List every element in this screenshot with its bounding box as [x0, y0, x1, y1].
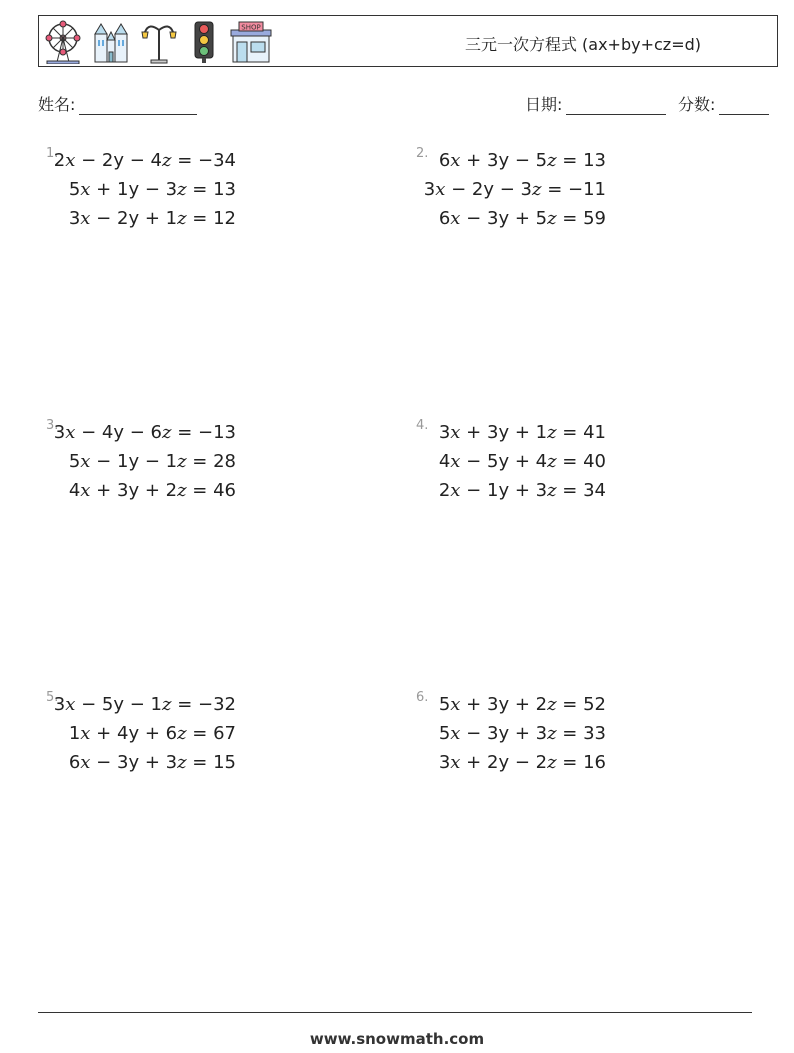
- equation-term: y: [498, 208, 510, 229]
- header-icons: [43, 20, 273, 64]
- equation-term: 3: [520, 179, 532, 200]
- equation-term: y: [498, 752, 510, 773]
- equation: [416, 690, 606, 719]
- equation-term: 3: [535, 480, 548, 501]
- name-field: [38, 92, 197, 115]
- equation-term: = 41: [556, 422, 606, 443]
- equation-term: 5: [535, 208, 548, 229]
- equation-term: −: [460, 723, 487, 744]
- variable: z: [162, 150, 172, 171]
- equation-term: 3: [438, 752, 451, 773]
- equation-term: 1: [116, 451, 129, 472]
- equation-term: −: [139, 451, 166, 472]
- equation-term: 5: [486, 451, 499, 472]
- ferris-wheel-icon: [43, 20, 83, 64]
- equation-term: 1: [116, 179, 129, 200]
- variable: z: [177, 752, 187, 773]
- equation-term: −: [509, 752, 536, 773]
- equation-term: = 33: [556, 723, 606, 744]
- equation-term: +: [90, 723, 117, 744]
- equation-term: 2: [53, 150, 66, 171]
- equation-term: 2: [165, 480, 178, 501]
- equation-term: +: [139, 723, 166, 744]
- equation-term: 1: [535, 422, 548, 443]
- equation-term: +: [90, 179, 117, 200]
- equation-term: 3: [486, 723, 499, 744]
- variable: x: [450, 208, 461, 229]
- problem-2: [416, 146, 776, 246]
- equation-term: 5: [535, 150, 548, 171]
- equation-term: 2: [486, 752, 499, 773]
- equation-term: 3: [486, 422, 499, 443]
- equation-term: −: [124, 422, 151, 443]
- problem-number: 4.: [416, 418, 429, 433]
- equation-term: y: [498, 694, 510, 715]
- variable: z: [547, 723, 557, 744]
- worksheet-title: 三元一次方程式 (ax+by+cz=d): [464, 35, 701, 54]
- equation: [416, 748, 606, 777]
- name-label: 姓名:: [38, 95, 76, 114]
- problem-number: 3.: [46, 418, 59, 433]
- equation-term: = 12: [186, 208, 236, 229]
- equation: [416, 418, 606, 447]
- equation-term: 6: [150, 422, 162, 443]
- equation-term: 4: [535, 451, 548, 472]
- variable: z: [177, 451, 187, 472]
- traffic-light-icon: [187, 20, 221, 64]
- equation-term: 1: [165, 451, 178, 472]
- equation-term: 6: [438, 208, 451, 229]
- equation-term: y: [128, 480, 140, 501]
- equation-term: 6: [165, 723, 178, 744]
- variable: z: [547, 208, 557, 229]
- equation-term: +: [90, 480, 117, 501]
- name-blank[interactable]: [79, 100, 197, 115]
- problem-3: [46, 418, 406, 518]
- equation-term: +: [460, 422, 487, 443]
- equation-term: +: [139, 208, 166, 229]
- problem-1: [46, 146, 406, 246]
- equation-term: = −13: [171, 422, 236, 443]
- equation-term: 3: [165, 752, 178, 773]
- equation-term: 2: [101, 150, 114, 171]
- variable: x: [65, 150, 76, 171]
- equation-term: = 34: [556, 480, 606, 501]
- footer-url: www.snowmath.com: [309, 1030, 485, 1048]
- equation-term: y: [113, 150, 125, 171]
- equation-term: 2: [535, 694, 548, 715]
- equation-term: 1: [68, 723, 81, 744]
- problem-number: 6.: [416, 690, 429, 705]
- variable: z: [547, 422, 557, 443]
- score-blank[interactable]: [719, 100, 769, 115]
- church-icon: [91, 20, 131, 64]
- footer-divider: [38, 1012, 752, 1013]
- equation-term: = −32: [171, 694, 236, 715]
- equation-term: 3: [535, 723, 548, 744]
- equation-term: +: [460, 752, 487, 773]
- equation-term: +: [460, 150, 487, 171]
- variable: z: [547, 752, 557, 773]
- equation-term: −: [460, 451, 487, 472]
- equation-term: y: [128, 752, 140, 773]
- equation: [46, 447, 236, 476]
- equation-term: 1: [165, 208, 178, 229]
- variable: x: [80, 451, 91, 472]
- equation: [416, 447, 606, 476]
- variable: x: [80, 752, 91, 773]
- equation: [416, 175, 606, 204]
- equation-term: 3: [53, 694, 66, 715]
- equation-term: 5: [68, 451, 81, 472]
- variable: z: [177, 179, 187, 200]
- equation: [416, 204, 606, 233]
- equation: [46, 146, 236, 175]
- equation-term: 4: [116, 723, 129, 744]
- equation-term: −: [124, 694, 151, 715]
- equation-term: 2: [438, 480, 451, 501]
- equation-term: −: [124, 150, 151, 171]
- equation-term: y: [113, 694, 125, 715]
- equation-term: = 13: [556, 150, 606, 171]
- equation-term: 5: [101, 694, 114, 715]
- equation: [46, 418, 236, 447]
- equation-term: 6: [438, 150, 451, 171]
- equation-term: y: [498, 451, 510, 472]
- equation-term: = −11: [541, 179, 606, 200]
- variable: x: [80, 179, 91, 200]
- worksheet-header: [38, 15, 778, 67]
- equation-term: −: [460, 480, 487, 501]
- equation-term: 4: [68, 480, 81, 501]
- date-blank[interactable]: [566, 100, 666, 115]
- equation-term: = −34: [171, 150, 236, 171]
- variable: z: [162, 694, 172, 715]
- equation-term: 4: [150, 150, 162, 171]
- equation-term: = 52: [556, 694, 606, 715]
- equation-term: −: [445, 179, 472, 200]
- variable: x: [80, 208, 91, 229]
- equation-term: = 28: [186, 451, 236, 472]
- equation-term: 2: [471, 179, 484, 200]
- variable: x: [450, 752, 461, 773]
- variable: x: [65, 422, 76, 443]
- equation-term: y: [498, 480, 510, 501]
- equation-term: 3: [165, 179, 178, 200]
- equation-term: 1: [486, 480, 499, 501]
- equation-term: +: [139, 480, 166, 501]
- date-field: [525, 92, 666, 115]
- equation-term: = 46: [186, 480, 236, 501]
- equation: [416, 476, 606, 505]
- equation-term: +: [509, 451, 536, 472]
- variable: x: [450, 150, 461, 171]
- equation-term: 3: [53, 422, 66, 443]
- equation-term: +: [460, 694, 487, 715]
- equation-term: y: [498, 150, 510, 171]
- equation-term: y: [128, 723, 140, 744]
- variable: x: [80, 480, 91, 501]
- problem-number: 2.: [416, 146, 429, 161]
- problem-5: [46, 690, 406, 790]
- equation: [46, 204, 236, 233]
- equation-term: 5: [438, 723, 451, 744]
- equation-term: = 59: [556, 208, 606, 229]
- equation: [46, 690, 236, 719]
- problem-number: 1.: [46, 146, 59, 161]
- variable: z: [547, 451, 557, 472]
- equation-term: = 67: [186, 723, 236, 744]
- equation-term: −: [90, 208, 117, 229]
- equation-term: 4: [101, 422, 114, 443]
- equation: [416, 719, 606, 748]
- variable: x: [65, 694, 76, 715]
- equation: [46, 476, 236, 505]
- equation-term: −: [494, 179, 521, 200]
- variable: x: [450, 694, 461, 715]
- equation-term: 3: [116, 480, 129, 501]
- variable: x: [450, 723, 461, 744]
- equation: [46, 748, 236, 777]
- equation-term: +: [509, 422, 536, 443]
- problem-number: 5.: [46, 690, 59, 705]
- equation-term: 2: [535, 752, 548, 773]
- score-label: 分数:: [678, 95, 716, 114]
- equation-term: +: [509, 694, 536, 715]
- equation-term: 3: [486, 694, 499, 715]
- variable: x: [435, 179, 446, 200]
- equation-term: −: [75, 150, 102, 171]
- variable: x: [450, 422, 461, 443]
- equation-term: −: [75, 422, 102, 443]
- equation-term: = 13: [186, 179, 236, 200]
- equation-term: y: [128, 208, 140, 229]
- score-field: [678, 92, 769, 115]
- variable: z: [547, 480, 557, 501]
- equation-term: 4: [438, 451, 451, 472]
- equation-term: 3: [486, 150, 499, 171]
- variable: z: [162, 422, 172, 443]
- equation-term: +: [509, 480, 536, 501]
- equation-term: 1: [150, 694, 162, 715]
- equation-term: y: [498, 723, 510, 744]
- variable: z: [547, 150, 557, 171]
- equation: [46, 719, 236, 748]
- variable: x: [80, 723, 91, 744]
- equation-term: 3: [68, 208, 81, 229]
- problem-6: [416, 690, 776, 790]
- variable: x: [450, 451, 461, 472]
- date-label: 日期:: [525, 95, 563, 114]
- equation-term: +: [509, 723, 536, 744]
- equation-term: −: [90, 451, 117, 472]
- equation-term: 2: [116, 208, 129, 229]
- variable: z: [177, 208, 187, 229]
- equation-term: = 16: [556, 752, 606, 773]
- equation-term: +: [509, 208, 536, 229]
- equation-term: 3: [423, 179, 436, 200]
- variable: z: [532, 179, 542, 200]
- equation-term: = 40: [556, 451, 606, 472]
- equation-term: 6: [68, 752, 81, 773]
- equation-term: +: [139, 752, 166, 773]
- variable: z: [177, 480, 187, 501]
- street-lamp-icon: [139, 20, 179, 64]
- problem-4: [416, 418, 776, 518]
- equation-term: 3: [116, 752, 129, 773]
- equation-term: y: [483, 179, 495, 200]
- equation-term: y: [128, 451, 140, 472]
- equation-term: = 15: [186, 752, 236, 773]
- equation-term: y: [128, 179, 140, 200]
- equation-term: −: [90, 752, 117, 773]
- equation-term: y: [113, 422, 125, 443]
- equation-term: −: [139, 179, 166, 200]
- equation-term: −: [509, 150, 536, 171]
- variable: z: [177, 723, 187, 744]
- equation-term: 5: [68, 179, 81, 200]
- equation-term: 3: [438, 422, 451, 443]
- equation-term: 3: [486, 208, 499, 229]
- shop-sign-text: SHOP: [241, 23, 261, 32]
- equation-term: −: [460, 208, 487, 229]
- variable: z: [547, 694, 557, 715]
- equation-term: −: [75, 694, 102, 715]
- shop-icon: [229, 20, 273, 64]
- equation: [416, 146, 606, 175]
- equation: [46, 175, 236, 204]
- variable: x: [450, 480, 461, 501]
- equation-term: 5: [438, 694, 451, 715]
- equation-term: y: [498, 422, 510, 443]
